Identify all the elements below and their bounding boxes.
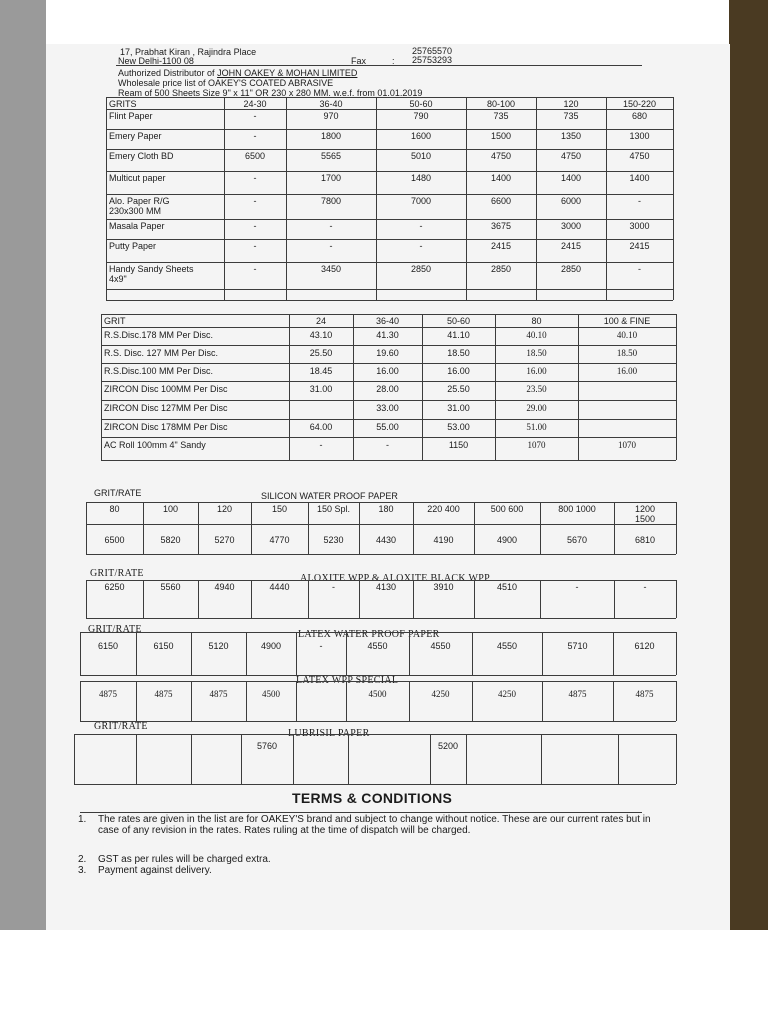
table1-row-label: Alo. Paper R/G 230x300 MM — [109, 196, 170, 216]
table1-row-label: Emery Paper — [109, 131, 162, 141]
table1-price-cell: 7800 — [320, 196, 342, 206]
latex-rate-cell: 5120 — [208, 641, 229, 651]
aloxite-rate-cell: 4510 — [496, 582, 518, 592]
latex_special-rate-cell: 4875 — [635, 689, 654, 699]
terms-item-number: 2. — [78, 854, 87, 865]
fax-label: Fax — [351, 56, 367, 66]
terms-title: TERMS & CONDITIONS — [292, 790, 453, 806]
silicon-rule — [86, 554, 676, 555]
table2-rule — [101, 345, 676, 346]
table1-price-cell: 2850 — [560, 264, 582, 274]
letterhead-rule — [116, 65, 642, 66]
aloxite-rate-cell: 5560 — [160, 582, 181, 592]
table1-price-cell: 1700 — [320, 173, 342, 183]
silicon-grit-cell: 1200 1500 — [634, 504, 656, 524]
address-line-1: 17, Prabhat Kiran , Rajindra Place — [120, 47, 257, 57]
lubrisil-column-rule — [74, 734, 75, 784]
lubrisil-column-rule — [136, 734, 137, 784]
silicon-column-rule — [676, 502, 677, 554]
table1-price-cell: 1600 — [410, 131, 432, 141]
distributor-line — [118, 68, 357, 78]
table2-price-cell: 40.10 — [526, 330, 547, 340]
latex-column-rule — [246, 632, 247, 675]
latex-column-rule — [80, 632, 81, 675]
silicon-grit-cell: 500 600 — [490, 504, 524, 514]
silicon-grit-cell: 80 — [109, 504, 120, 514]
table2-price-cell: 64.00 — [309, 422, 333, 432]
table1-rule — [106, 109, 673, 110]
terms-rule — [80, 812, 642, 813]
aloxite-rate-cell: - — [643, 582, 647, 592]
silicon-grit-cell: 180 — [378, 504, 394, 514]
table1-price-cell: 970 — [323, 111, 339, 121]
table1-price-cell: - — [253, 221, 257, 231]
lubrisil-rate-cell: 5760 — [256, 741, 278, 751]
silicon-rate-cell: 4770 — [269, 535, 290, 545]
table1-price-cell: 735 — [563, 111, 579, 121]
table1-price-cell: - — [638, 196, 641, 206]
table1-rule — [106, 239, 673, 240]
table1-price-cell: 1350 — [560, 131, 582, 141]
table2-header-cell: 100 & FINE — [603, 316, 651, 326]
table2-row-label: R.S. Disc. 127 MM Per Disc. — [104, 348, 219, 358]
silicon-grit-cell: 120 — [216, 504, 233, 514]
latex_special-column-rule — [409, 681, 410, 721]
distributor-prefix: Authorized Distributor of — [118, 68, 215, 78]
latex_special-column-rule — [542, 681, 543, 721]
lubrisil-rate-cell: 5200 — [437, 741, 459, 751]
table2-column-rule — [676, 314, 677, 460]
table1-header-cell: 120 — [563, 99, 579, 109]
table2-header-cell: GRIT — [104, 316, 126, 326]
table2-price-cell: 31.00 — [309, 384, 333, 394]
latex-grit-rate-label: GRIT/RATE — [88, 624, 142, 635]
table2-price-cell: 16.00 — [616, 366, 638, 376]
lubrisil-column-rule — [293, 734, 294, 784]
table2-rule — [101, 437, 676, 438]
table1-price-cell: 5565 — [320, 151, 342, 161]
latex-column-rule — [409, 632, 410, 675]
latex-rate-cell: 4550 — [496, 641, 518, 651]
table1-price-cell: 4750 — [629, 151, 650, 161]
table1-rule — [106, 129, 673, 130]
table2-header-cell: 36-40 — [375, 316, 400, 326]
aloxite-rate-cell: 3910 — [433, 582, 454, 592]
table1-rule — [106, 219, 673, 220]
table1-price-cell: 4750 — [560, 151, 582, 161]
lubrisil-rule — [74, 734, 676, 735]
lubrisil-column-rule — [676, 734, 677, 784]
latex_special-column-rule — [80, 681, 81, 721]
terms-item-number: 1. — [78, 814, 87, 825]
latex-rate-cell: 4550 — [367, 641, 388, 651]
latex_special-rate-cell: 4875 — [154, 689, 173, 699]
silicon-rate-cell: 5670 — [566, 535, 588, 545]
table1-rule — [106, 194, 673, 195]
table2-row-label: ZIRCON Disc 127MM Per Disc — [104, 403, 228, 413]
table1-header-cell: 24-30 — [243, 99, 267, 109]
latex_special-rate-cell: 4500 — [262, 689, 280, 699]
aloxite-rule — [86, 580, 676, 581]
table2-header-cell: 50-60 — [446, 316, 471, 326]
silicon-rate-cell: 4190 — [433, 535, 454, 545]
silicon-rate-cell: 6810 — [634, 535, 656, 545]
silicon-rate-cell: 4900 — [496, 535, 518, 545]
latex-column-rule — [676, 632, 677, 675]
latex-column-rule — [542, 632, 543, 675]
table1-rule — [106, 149, 673, 150]
table1-price-cell: - — [253, 111, 257, 121]
table1-price-cell: 5010 — [410, 151, 432, 161]
table1-price-cell: 7000 — [410, 196, 432, 206]
table2-header-cell: 24 — [315, 316, 326, 326]
table2-price-cell: 16.00 — [376, 366, 399, 376]
table1-header-cell: 150-220 — [622, 99, 657, 109]
latex_special-rate-cell: 4250 — [498, 689, 516, 699]
table2-price-cell: 16.00 — [526, 366, 547, 376]
table2-price-cell: 55.00 — [376, 422, 399, 432]
table1-column-rule — [673, 97, 674, 300]
silicon-grit-cell: 100 — [162, 504, 179, 514]
table2-price-cell: 1070 — [527, 440, 546, 450]
table2-rule — [101, 381, 676, 382]
silicon-grit-cell: 800 1000 — [558, 504, 596, 514]
lubrisil-rule — [74, 784, 676, 785]
table1-header-cell: 36-40 — [319, 99, 343, 109]
latex-column-rule — [136, 632, 137, 675]
silicon-grit-rate-label: GRIT/RATE — [94, 488, 142, 498]
table1-price-cell: 735 — [493, 111, 509, 121]
latex-rate-cell: 6150 — [153, 641, 174, 651]
table1-price-cell: 2415 — [629, 241, 650, 251]
lubrisil-column-rule — [191, 734, 192, 784]
table2-price-cell: 1150 — [448, 440, 469, 450]
phone-number-1: 25765570 — [412, 46, 453, 56]
lubrisil-column-rule — [618, 734, 619, 784]
table2-price-cell: 25.50 — [309, 348, 333, 358]
table1-price-cell: - — [253, 196, 257, 206]
table2-price-cell: 43.10 — [309, 330, 333, 340]
table2-column-rule — [101, 314, 102, 460]
table2-price-cell: 25.50 — [447, 384, 470, 394]
table2-row-label: ZIRCON Disc 178MM Per Disc — [104, 422, 228, 432]
table2-price-cell: 40.10 — [616, 330, 638, 340]
aloxite-rate-cell: 4130 — [375, 582, 397, 592]
table1-price-cell: 1480 — [410, 173, 432, 183]
table1-rule — [106, 97, 673, 98]
table2-rule — [101, 460, 676, 461]
table1-row-label: Masala Paper — [109, 221, 165, 231]
latex_special-column-rule — [246, 681, 247, 721]
table1-rule — [106, 300, 673, 301]
table2-price-cell: 31.00 — [447, 403, 470, 413]
silicon-rate-cell: 5270 — [214, 535, 235, 545]
table2-price-cell: 18.50 — [447, 348, 470, 358]
table2-price-cell: - — [386, 440, 389, 450]
table1-price-cell: 1400 — [560, 173, 582, 183]
table1-row-label: Flint Paper — [109, 111, 153, 121]
table2-price-cell: 18.45 — [309, 366, 333, 376]
table1-header-cell: 80-100 — [486, 99, 516, 109]
silicon-rate-cell: 6500 — [104, 535, 125, 545]
latex-rate-cell: - — [319, 641, 323, 651]
table1-price-cell: - — [253, 173, 257, 183]
table1-row-label: Handy Sandy Sheets 4x9" — [109, 264, 194, 284]
table1-price-cell: 2850 — [490, 264, 512, 274]
aloxite-rate-cell: 6250 — [104, 582, 125, 592]
table1-price-cell: 6600 — [490, 196, 512, 206]
aloxite-rate-cell: - — [575, 582, 579, 592]
terms-item-text: The rates are given in the list are for OAKEY'S brand and subject to change without notice. These are our current rates but in case of any revision in the rates. Rates ruling at the time of dispatch will be charged. — [98, 814, 651, 836]
table2-price-cell: 51.00 — [526, 422, 547, 432]
aloxite-grit-rate-label: GRIT/RATE — [90, 568, 144, 579]
silicon-rule — [86, 502, 676, 503]
table1-price-cell: 2850 — [410, 264, 432, 274]
table2-price-cell: 18.50 — [526, 348, 547, 358]
table1-price-cell: 1400 — [629, 173, 650, 183]
lubrisil-column-rule — [466, 734, 467, 784]
latex_special-column-rule — [346, 681, 347, 721]
address-line-2: New Delhi-1100 08 — [118, 56, 194, 66]
table1-price-cell: 3000 — [560, 221, 582, 231]
latex_special-title: LATEX WPP SPECIAL — [296, 675, 399, 686]
latex-column-rule — [191, 632, 192, 675]
latex_special-column-rule — [613, 681, 614, 721]
table2-price-cell: - — [319, 440, 323, 450]
table2-rule — [101, 327, 676, 328]
table1-price-cell: - — [253, 241, 257, 251]
table2-header-cell: 80 — [531, 316, 542, 326]
table1-price-cell: 2415 — [490, 241, 512, 251]
table1-header-cell: 50-60 — [409, 99, 433, 109]
table2-price-cell: 33.00 — [376, 403, 399, 413]
table2-price-cell: 19.60 — [376, 348, 399, 358]
table1-rule — [106, 171, 673, 172]
aloxite-column-rule — [676, 580, 677, 618]
aloxite-rate-cell: - — [332, 582, 335, 592]
terms-item-text: Payment against delivery. — [98, 865, 212, 876]
silicon-grit-cell: 150 — [271, 504, 288, 514]
silicon-rate-cell: 4430 — [375, 535, 397, 545]
table2-price-cell: 18.50 — [616, 348, 638, 358]
latex-rate-cell: 6150 — [97, 641, 119, 651]
background-right — [729, 0, 768, 930]
latex_special-rate-cell: 4875 — [209, 689, 228, 699]
table1-price-cell: - — [329, 241, 333, 251]
background-left — [0, 0, 46, 930]
table1-price-cell: - — [253, 131, 257, 141]
latex-column-rule — [613, 632, 614, 675]
latex_special-rate-cell: 4500 — [368, 689, 387, 699]
latex_special-column-rule — [296, 681, 297, 721]
latex-rate-cell: 4900 — [260, 641, 282, 651]
latex_special-column-rule — [676, 681, 677, 721]
table2-rule — [101, 419, 676, 420]
table1-price-cell: 2415 — [560, 241, 582, 251]
table1-price-cell: 4750 — [490, 151, 512, 161]
table1-price-cell: - — [329, 221, 333, 231]
latex-title: LATEX WATER PROOF PAPER — [298, 629, 440, 640]
table1-rule — [106, 289, 673, 290]
aloxite-rate-cell: 4940 — [214, 582, 235, 592]
table2-price-cell: 1070 — [618, 440, 636, 450]
table1-price-cell: 1300 — [629, 131, 650, 141]
latex_special-column-rule — [136, 681, 137, 721]
table2-price-cell: 29.00 — [526, 403, 547, 413]
table1-price-cell: 1400 — [490, 173, 512, 183]
lubrisil-title: LUBRISIL PAPER — [288, 728, 370, 739]
silicon-rule — [86, 524, 676, 525]
table2-price-cell: 28.00 — [376, 384, 399, 394]
table1-price-cell: - — [419, 241, 423, 251]
table2-row-label: ZIRCON Disc 100MM Per Disc — [104, 384, 228, 394]
silicon-rate-cell: 5820 — [160, 535, 181, 545]
aloxite-title: ALOXITE WPP & ALOXITE BLACK WPP — [300, 573, 490, 584]
latex-column-rule — [296, 632, 297, 675]
latex-rate-cell: 6120 — [634, 641, 655, 651]
silicon-rate-cell: 5230 — [323, 535, 344, 545]
lubrisil-grit-rate-label: GRIT/RATE — [94, 721, 148, 732]
distributor-name: JOHN OAKEY & MOHAN LIMITED — [217, 68, 358, 78]
table1-price-cell: - — [419, 221, 423, 231]
price-list-sheet — [46, 44, 730, 930]
terms-item-text: GST as per rules will be charged extra. — [98, 854, 271, 865]
table2-price-cell: 41.10 — [447, 330, 470, 340]
table2-row-label: R.S.Disc.178 MM Per Disc. — [104, 330, 214, 340]
aloxite-rule — [86, 618, 676, 619]
table1-price-cell: 3675 — [490, 221, 512, 231]
table1-price-cell: 1500 — [490, 131, 512, 141]
table2-price-cell: 41.30 — [376, 330, 399, 340]
table1-price-cell: 6000 — [560, 196, 582, 206]
silicon-grit-cell: 150 Spl. — [316, 504, 351, 514]
table1-row-label: Putty Paper — [109, 241, 157, 251]
latex-rate-cell: 5710 — [567, 641, 588, 651]
latex_special-column-rule — [472, 681, 473, 721]
table1-row-label: Multicut paper — [109, 173, 166, 183]
table1-column-rule — [106, 97, 107, 300]
terms-item-number: 3. — [78, 865, 87, 876]
table2-row-label: AC Roll 100mm 4" Sandy — [104, 440, 206, 450]
table2-row-label: R.S.Disc.100 MM Per Disc. — [104, 366, 214, 376]
table1-price-cell: - — [253, 264, 257, 274]
latex_special-rate-cell: 4875 — [568, 689, 587, 699]
latex_special-rule — [80, 721, 676, 722]
table1-price-cell: 3000 — [629, 221, 650, 231]
table1-price-cell: 680 — [631, 111, 648, 121]
latex-column-rule — [472, 632, 473, 675]
table1-price-cell: 1800 — [320, 131, 342, 141]
silicon-title: SILICON WATER PROOF PAPER — [261, 491, 398, 501]
latex_special-rule — [80, 681, 676, 682]
ream-size-line: Ream of 500 Sheets Size 9" x 11" OR 230 x 280 MM. w.e.f. from 01.01.2019 — [118, 88, 423, 98]
latex_special-rate-cell: 4250 — [431, 689, 450, 699]
table1-price-cell: - — [638, 264, 641, 274]
latex-column-rule — [346, 632, 347, 675]
fax-separator: : — [392, 56, 395, 66]
phone-number-2: 25753293 — [412, 55, 453, 65]
table2-rule — [101, 400, 676, 401]
latex-rate-cell: 4550 — [430, 641, 451, 651]
table2-price-cell: 23.50 — [526, 384, 547, 394]
table2-price-cell: 16.00 — [447, 366, 470, 376]
table1-price-cell: 6500 — [244, 151, 266, 161]
silicon-grit-cell: 220 400 — [427, 504, 460, 514]
lubrisil-column-rule — [541, 734, 542, 784]
table2-rule — [101, 314, 676, 315]
lubrisil-column-rule — [348, 734, 349, 784]
table2-rule — [101, 363, 676, 364]
table1-price-cell: 3450 — [320, 264, 342, 274]
price-list-title: Wholesale price list of OAKEY'S COATED ABRASIVE — [118, 78, 334, 88]
latex-rule — [80, 632, 676, 633]
table1-rule — [106, 262, 673, 263]
table2-price-cell: 53.00 — [447, 422, 470, 432]
table1-price-cell: 790 — [413, 111, 429, 121]
latex_special-column-rule — [191, 681, 192, 721]
latex_special-rate-cell: 4875 — [99, 689, 117, 699]
table1-header-cell: GRITS — [109, 99, 137, 109]
table1-row-label: Emery Cloth BD — [109, 151, 174, 161]
aloxite-rate-cell: 4440 — [269, 582, 290, 592]
